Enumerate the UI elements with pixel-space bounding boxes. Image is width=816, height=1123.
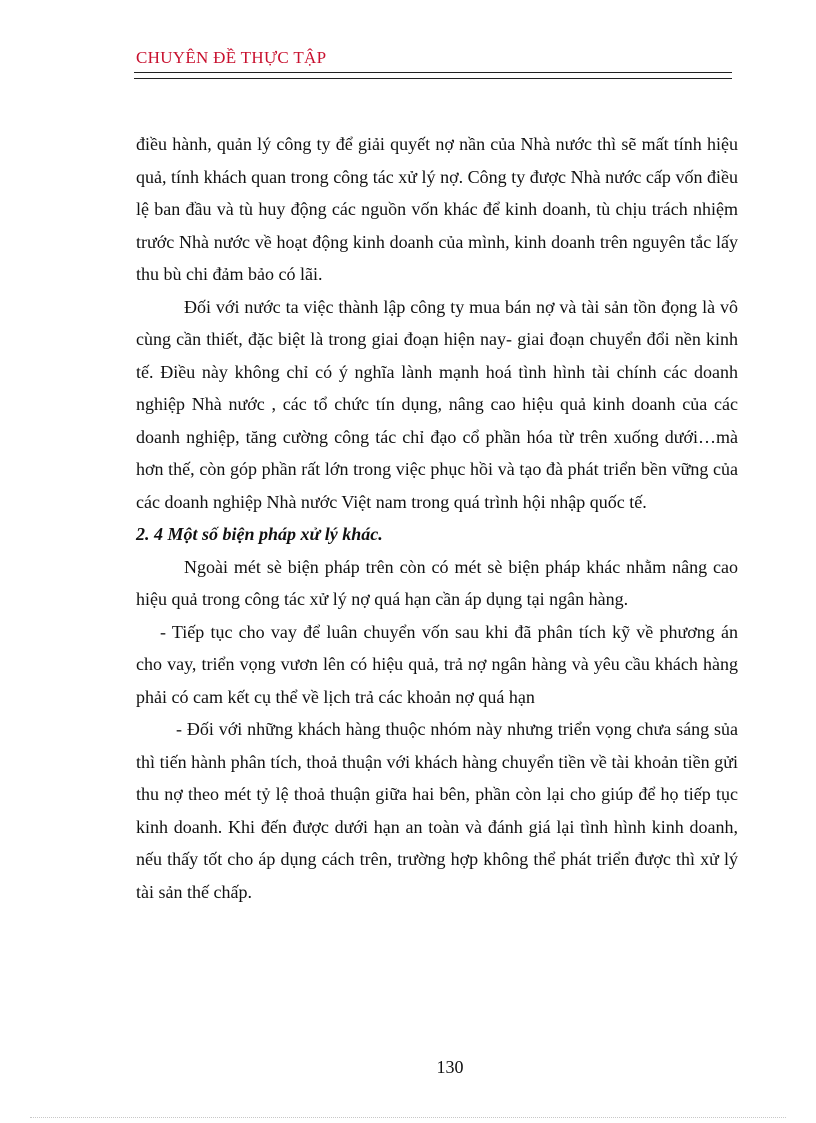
document-header-title: CHUYÊN ĐỀ THỰC TẬP [136, 48, 327, 67]
paragraph-3: Ngoài mét sè biện pháp trên còn có mét sè biện pháp khác nhằm nâng cao hiệu quả trong công tác xử lý nợ quá hạn cần áp dụng tại ngân hàng. [136, 556, 738, 609]
document-body [136, 128, 738, 908]
paragraph-2: Đối với nước ta việc thành lập công ty mua bán nợ và tài sản tồn đọng là vô cùng cần thiết, đặc biệt là trong giai đoạn hiện nay- giai đoạn chuyển đổi nền kinh tế. Điều này không chỉ có ý nghĩa lành mạnh hoá tình hình tài chính các doanh nghiệp Nhà nước , các tổ chức tín dụng, nâng cao hiệu quả kinh doanh của các doanh nghiệp, tăng cường công tác chỉ đạo cổ phần hóa từ trên xuống dưới…mà hơn thế, còn góp phần rất lớn trong việc phục hồi và tạo đà phát triển bền vững của các doanh nghiệp Nhà nước Việt nam trong quá trình hội nhập quốc tế. [136, 296, 738, 512]
paragraph-1: điều hành, quản lý công ty để giải quyết nợ nần của Nhà nước thì sẽ mất tính hiệu quả, tính khách quan trong công tác xử lý nợ. Công ty được Nhà nước cấp vốn điều lệ ban đầu và tù huy động các nguồn vốn khác để kinh doanh, tù chịu trách nhiệm trước Nhà nước về hoạt động kinh doanh của mình, kinh doanh trên nguyên tắc lấy thu bù chi đảm bảo có lãi. [136, 134, 738, 284]
bullet-paragraph-1: - Tiếp tục cho vay để luân chuyển vốn sau khi đã phân tích kỹ về phương án cho vay, triển vọng vươn lên có hiệu quả, trả nợ ngân hàng và yêu cầu khách hàng phải có cam kết cụ thể về lịch trả các khoản nợ quá hạn [136, 621, 738, 707]
header-double-rule [134, 72, 732, 79]
page-number: 130 [436, 1057, 464, 1077]
bullet-paragraph-2: - Đối với những khách hàng thuộc nhóm này nhưng triển vọng chưa sáng sủa thì tiến hành phân tích, thoả thuận với khách hàng chuyển tiền về tài khoản tiền gửi thu nợ theo mét tỷ lệ thoả thuận giữa hai bên, phần còn lại cho giúp để họ tiếp tục kinh doanh. Khi đến được dưới hạn an toàn và đánh giá lại tình hình kinh doanh, nếu thấy tốt cho áp dụng cách trên, trường hợp không thể phát triển được thì xử lý tài sản thế chấp. [136, 719, 738, 902]
bottom-dotted-rule [30, 1117, 786, 1118]
section-heading: 2. 4 Một số biện pháp xử lý khác. [136, 524, 383, 544]
